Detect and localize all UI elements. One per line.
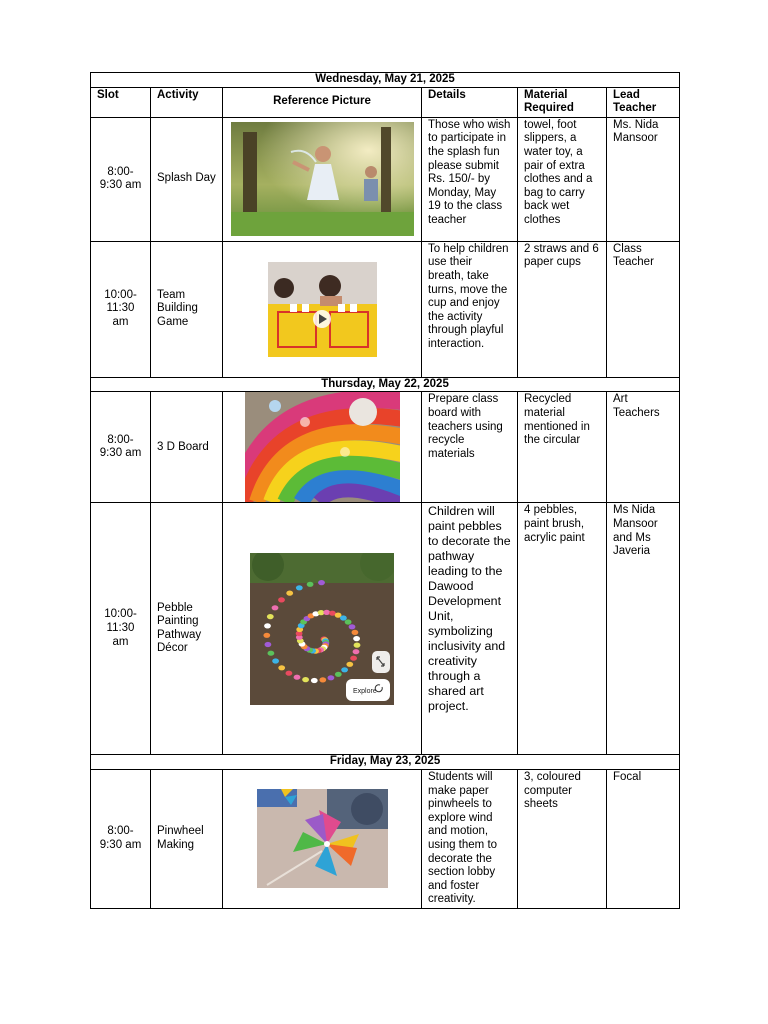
reference-picture-cell: [223, 117, 422, 241]
painted-pebble: [286, 590, 293, 595]
reference-picture-cell: [223, 769, 422, 908]
table-row: [91, 769, 680, 908]
activity-cell: Splash Day: [151, 117, 223, 241]
header-material-required: Material Required: [518, 87, 607, 117]
material-cell: 4 pebbles, paint brush, acrylic paint: [518, 503, 607, 755]
lead-teacher-cell: Ms. Nida Mansoor: [607, 117, 680, 241]
painted-pebble: [278, 665, 285, 670]
lead-teacher-cell: Focal: [607, 769, 680, 908]
painted-pebble: [349, 624, 356, 629]
painted-pebble: [278, 597, 285, 602]
painted-pebble: [319, 677, 326, 682]
material-cell: Recycled material mentioned in the circular: [518, 392, 607, 503]
day-title: Friday, May 23, 2025: [91, 755, 680, 770]
day-header-row: [91, 377, 680, 392]
painted-pebble: [286, 670, 293, 675]
material-cell: 3, coloured computer sheets: [518, 769, 607, 908]
header-slot: Slot: [91, 87, 151, 117]
day-title: Wednesday, May 21, 2025: [91, 73, 680, 88]
details-cell: Those who wish to participate in the splash fun please submit Rs. 150/- by Monday, May 19 to the class teacher: [422, 117, 518, 241]
painted-pebble: [294, 674, 301, 679]
material-cell: 2 straws and 6 paper cups: [518, 241, 607, 377]
table-row: [91, 117, 680, 241]
material-cell: towel, foot slippers, a water toy, a pair of extra clothes and a bag to carry back wet clothes: [518, 117, 607, 241]
painted-pebble: [272, 605, 279, 610]
activity-cell: Pinwheel Making: [151, 769, 223, 908]
reference-picture-cell: [223, 503, 422, 755]
splash-photo: [231, 122, 414, 236]
header-reference-picture: Reference Picture: [223, 87, 422, 117]
reference-picture-cell[interactable]: [223, 241, 422, 377]
painted-pebble: [307, 582, 314, 587]
details-cell: Children will paint pebbles to decorate the pathway leading to the Dawood Development Unit, symbolizing inclusivity and creativity through a shared art project.: [422, 503, 518, 755]
painted-pebble: [345, 619, 352, 624]
painted-pebble: [323, 610, 330, 615]
table-row: [91, 392, 680, 503]
painted-pebble: [328, 675, 335, 680]
slot-cell: 8:00- 9:30 am: [91, 769, 151, 908]
header-activity: Activity: [151, 87, 223, 117]
explore-label: Explore: [353, 687, 377, 695]
painted-pebble: [352, 630, 359, 635]
painted-pebble: [267, 614, 274, 619]
slot-cell: 10:00- 11:30 am: [91, 503, 151, 755]
details-cell: Prepare class board with teachers using recycle materials: [422, 392, 518, 503]
day-header-row: [91, 73, 680, 88]
slot-cell: 8:00- 9:30 am: [91, 392, 151, 503]
day-title: Thursday, May 22, 2025: [91, 377, 680, 392]
slot-cell: 8:00- 9:30 am: [91, 117, 151, 241]
painted-pebble: [311, 678, 318, 683]
rainbow-board-photo: [245, 392, 400, 502]
header-details: Details: [422, 87, 518, 117]
painted-pebble: [318, 580, 325, 585]
video-thumbnail[interactable]: [268, 262, 377, 357]
lead-teacher-cell: Class Teacher: [607, 241, 680, 377]
lead-teacher-cell: Art Teachers: [607, 392, 680, 503]
reference-picture-cell: [223, 392, 422, 503]
painted-pebble: [335, 672, 342, 677]
painted-pebble: [340, 615, 347, 620]
painted-pebble: [350, 655, 357, 660]
table-row: [91, 241, 680, 377]
painted-pebble: [264, 623, 271, 628]
painted-pebble: [354, 642, 361, 647]
details-cell: Students will make paper pinwheels to explore wind and motion, using them to decorate the section lobby and foster creativity.: [422, 769, 518, 908]
painted-pebble: [346, 662, 353, 667]
details-cell: To help children use their breath, take turns, move the cup and enjoy the activity through playful interaction.: [422, 241, 518, 377]
painted-pebble: [341, 667, 348, 672]
column-header-row: [91, 87, 680, 117]
painted-pebble: [272, 658, 279, 663]
activity-schedule-table: [90, 72, 680, 909]
painted-pebble: [353, 649, 360, 654]
pebble-spiral-photo: [250, 553, 394, 705]
lead-teacher-cell: Ms Nida Mansoor and Ms Javeria: [607, 503, 680, 755]
painted-pebble: [302, 677, 309, 682]
day-header-row: [91, 755, 680, 770]
activity-cell: Team Building Game: [151, 241, 223, 377]
painted-pebble: [265, 642, 272, 647]
painted-pebble: [296, 585, 303, 590]
slot-cell: 10:00- 11:30 am: [91, 241, 151, 377]
header-lead-teacher: Lead Teacher: [607, 87, 680, 117]
pinwheel-photo: [257, 789, 388, 888]
painted-pebble: [353, 636, 360, 641]
painted-pebble: [268, 650, 275, 655]
activity-cell: 3 D Board: [151, 392, 223, 503]
painted-pebble: [263, 633, 270, 638]
table-row: [91, 503, 680, 755]
activity-cell: Pebble Painting Pathway Décor: [151, 503, 223, 755]
